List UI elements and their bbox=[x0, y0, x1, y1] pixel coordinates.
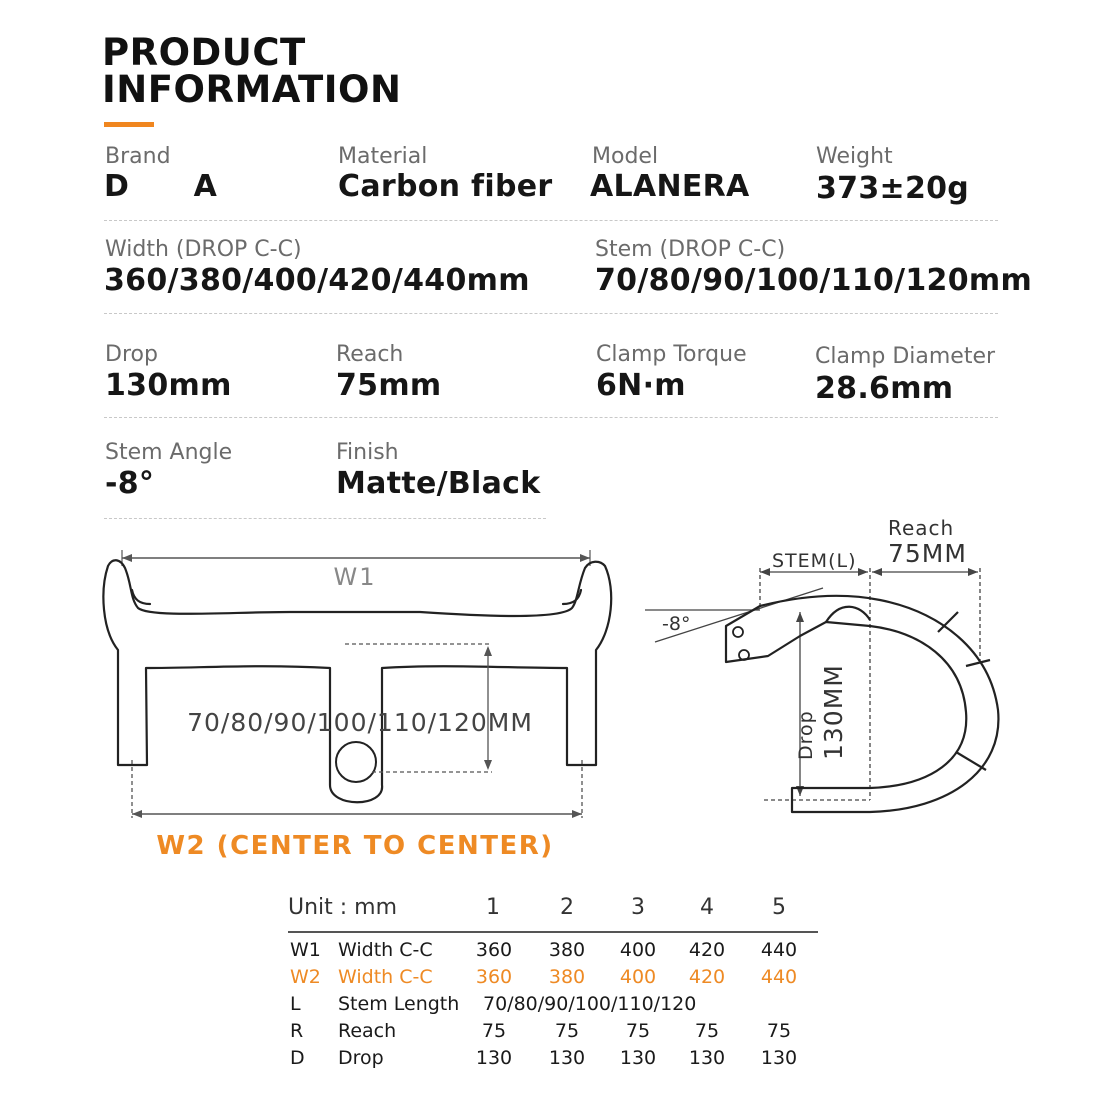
row-name: Width C-C bbox=[338, 939, 433, 961]
row-code: W2 bbox=[290, 966, 321, 988]
row-name: Width C-C bbox=[338, 966, 433, 988]
stem-lengths-label: 70/80/90/100/110/120MM bbox=[187, 708, 533, 737]
reach-label: Reach bbox=[336, 342, 404, 367]
table-cell: 380 bbox=[548, 966, 586, 988]
title-line-1: PRODUCT bbox=[102, 31, 306, 74]
model-value: ALANERA bbox=[590, 169, 750, 204]
handlebar-outline bbox=[103, 560, 611, 802]
table-cell: 360 bbox=[475, 966, 513, 988]
brand-label: Brand bbox=[105, 144, 171, 169]
stem-value: 70/80/90/100/110/120mm bbox=[595, 263, 1033, 298]
finish-value: Matte/Black bbox=[336, 466, 541, 501]
table-row bbox=[288, 939, 823, 966]
side-dimension-lines bbox=[645, 568, 980, 800]
drop-diagram-value: 130MM bbox=[819, 664, 848, 760]
row-name: Reach bbox=[338, 1020, 397, 1042]
table-cell: 130 bbox=[548, 1047, 586, 1069]
w2-dimension-line bbox=[132, 760, 582, 818]
weight-label: Weight bbox=[816, 144, 893, 169]
clamp-diameter-value: 28.6mm bbox=[815, 371, 954, 406]
table-header-rule bbox=[288, 931, 818, 933]
table-row bbox=[288, 1020, 823, 1047]
table-row bbox=[288, 1047, 823, 1074]
table-cell: 75 bbox=[481, 1020, 507, 1042]
drop-value: 130mm bbox=[105, 368, 232, 403]
table-cell: 440 bbox=[760, 939, 798, 961]
table-header bbox=[288, 895, 823, 931]
stem-angle-value: -8° bbox=[105, 466, 155, 501]
stem-diagram-label: STEM(L) bbox=[772, 550, 857, 572]
clamp-torque-label: Clamp Torque bbox=[596, 342, 747, 367]
title-accent-bar bbox=[104, 122, 154, 127]
stem-angle-diagram: -8° bbox=[662, 613, 691, 635]
width-label: Width (DROP C-C) bbox=[105, 237, 302, 262]
table-cell: 380 bbox=[548, 939, 586, 961]
column-header: 4 bbox=[700, 895, 714, 920]
stem-angle-label: Stem Angle bbox=[105, 440, 233, 465]
drop-label: Drop bbox=[105, 342, 158, 367]
separator-3 bbox=[104, 417, 998, 418]
table-cell: 75 bbox=[766, 1020, 792, 1042]
handlebar-side-diagram bbox=[640, 510, 1040, 840]
column-header: 5 bbox=[772, 895, 786, 920]
separator-2 bbox=[104, 313, 998, 314]
brand-value: D A bbox=[104, 169, 218, 204]
w2-label: W2 (CENTER TO CENTER) bbox=[156, 831, 554, 861]
material-label: Material bbox=[338, 144, 428, 169]
stem-label: Stem (DROP C-C) bbox=[595, 237, 786, 262]
drop-diagram-label: Drop bbox=[795, 710, 817, 760]
handlebar-front-diagram bbox=[0, 530, 640, 870]
handlebar-side-outline bbox=[726, 596, 998, 812]
table-cell: 75 bbox=[554, 1020, 580, 1042]
bolt-hole-top bbox=[733, 627, 743, 637]
row-name: Drop bbox=[338, 1047, 384, 1069]
model-label: Model bbox=[592, 144, 659, 169]
title-line-2: INFORMATION bbox=[102, 68, 402, 111]
table-cell: 130 bbox=[619, 1047, 657, 1069]
separator-1 bbox=[104, 220, 998, 221]
reach-diagram-label: Reach bbox=[888, 516, 955, 540]
reach-diagram-value: 75MM bbox=[888, 539, 967, 568]
page-title bbox=[102, 31, 402, 111]
weight-value: 373±20g bbox=[816, 171, 970, 206]
table-cell-span: 70/80/90/100/110/120 bbox=[483, 993, 697, 1015]
table-cell: 130 bbox=[688, 1047, 726, 1069]
w1-label: W1 bbox=[333, 563, 377, 591]
table-cell: 420 bbox=[688, 939, 726, 961]
table-cell: 440 bbox=[760, 966, 798, 988]
column-header: 3 bbox=[631, 895, 645, 920]
table-row bbox=[288, 993, 823, 1020]
table-cell: 130 bbox=[475, 1047, 513, 1069]
clamp-diameter-label: Clamp Diameter bbox=[815, 344, 996, 369]
steerer-clamp-circle bbox=[336, 742, 376, 782]
width-value: 360/380/400/420/440mm bbox=[104, 263, 530, 298]
table-cell: 75 bbox=[694, 1020, 720, 1042]
table-row-highlight bbox=[288, 966, 823, 993]
clamp-torque-value: 6N·m bbox=[596, 368, 686, 403]
table-cell: 75 bbox=[625, 1020, 651, 1042]
row-code: L bbox=[290, 993, 301, 1015]
row-code: D bbox=[290, 1047, 305, 1069]
unit-label: Unit : mm bbox=[288, 895, 398, 920]
material-value: Carbon fiber bbox=[338, 169, 553, 204]
row-code: W1 bbox=[290, 939, 321, 961]
row-code: R bbox=[290, 1020, 304, 1042]
reach-value: 75mm bbox=[336, 368, 442, 403]
finish-label: Finish bbox=[336, 440, 399, 465]
table-cell: 400 bbox=[619, 966, 657, 988]
table-cell: 130 bbox=[760, 1047, 798, 1069]
column-header: 2 bbox=[560, 895, 574, 920]
spec-table bbox=[288, 895, 823, 1074]
row-name: Stem Length bbox=[338, 993, 460, 1015]
column-header: 1 bbox=[486, 895, 500, 920]
table-cell: 400 bbox=[619, 939, 657, 961]
table-cell: 420 bbox=[688, 966, 726, 988]
separator-4 bbox=[104, 518, 546, 519]
table-cell: 360 bbox=[475, 939, 513, 961]
